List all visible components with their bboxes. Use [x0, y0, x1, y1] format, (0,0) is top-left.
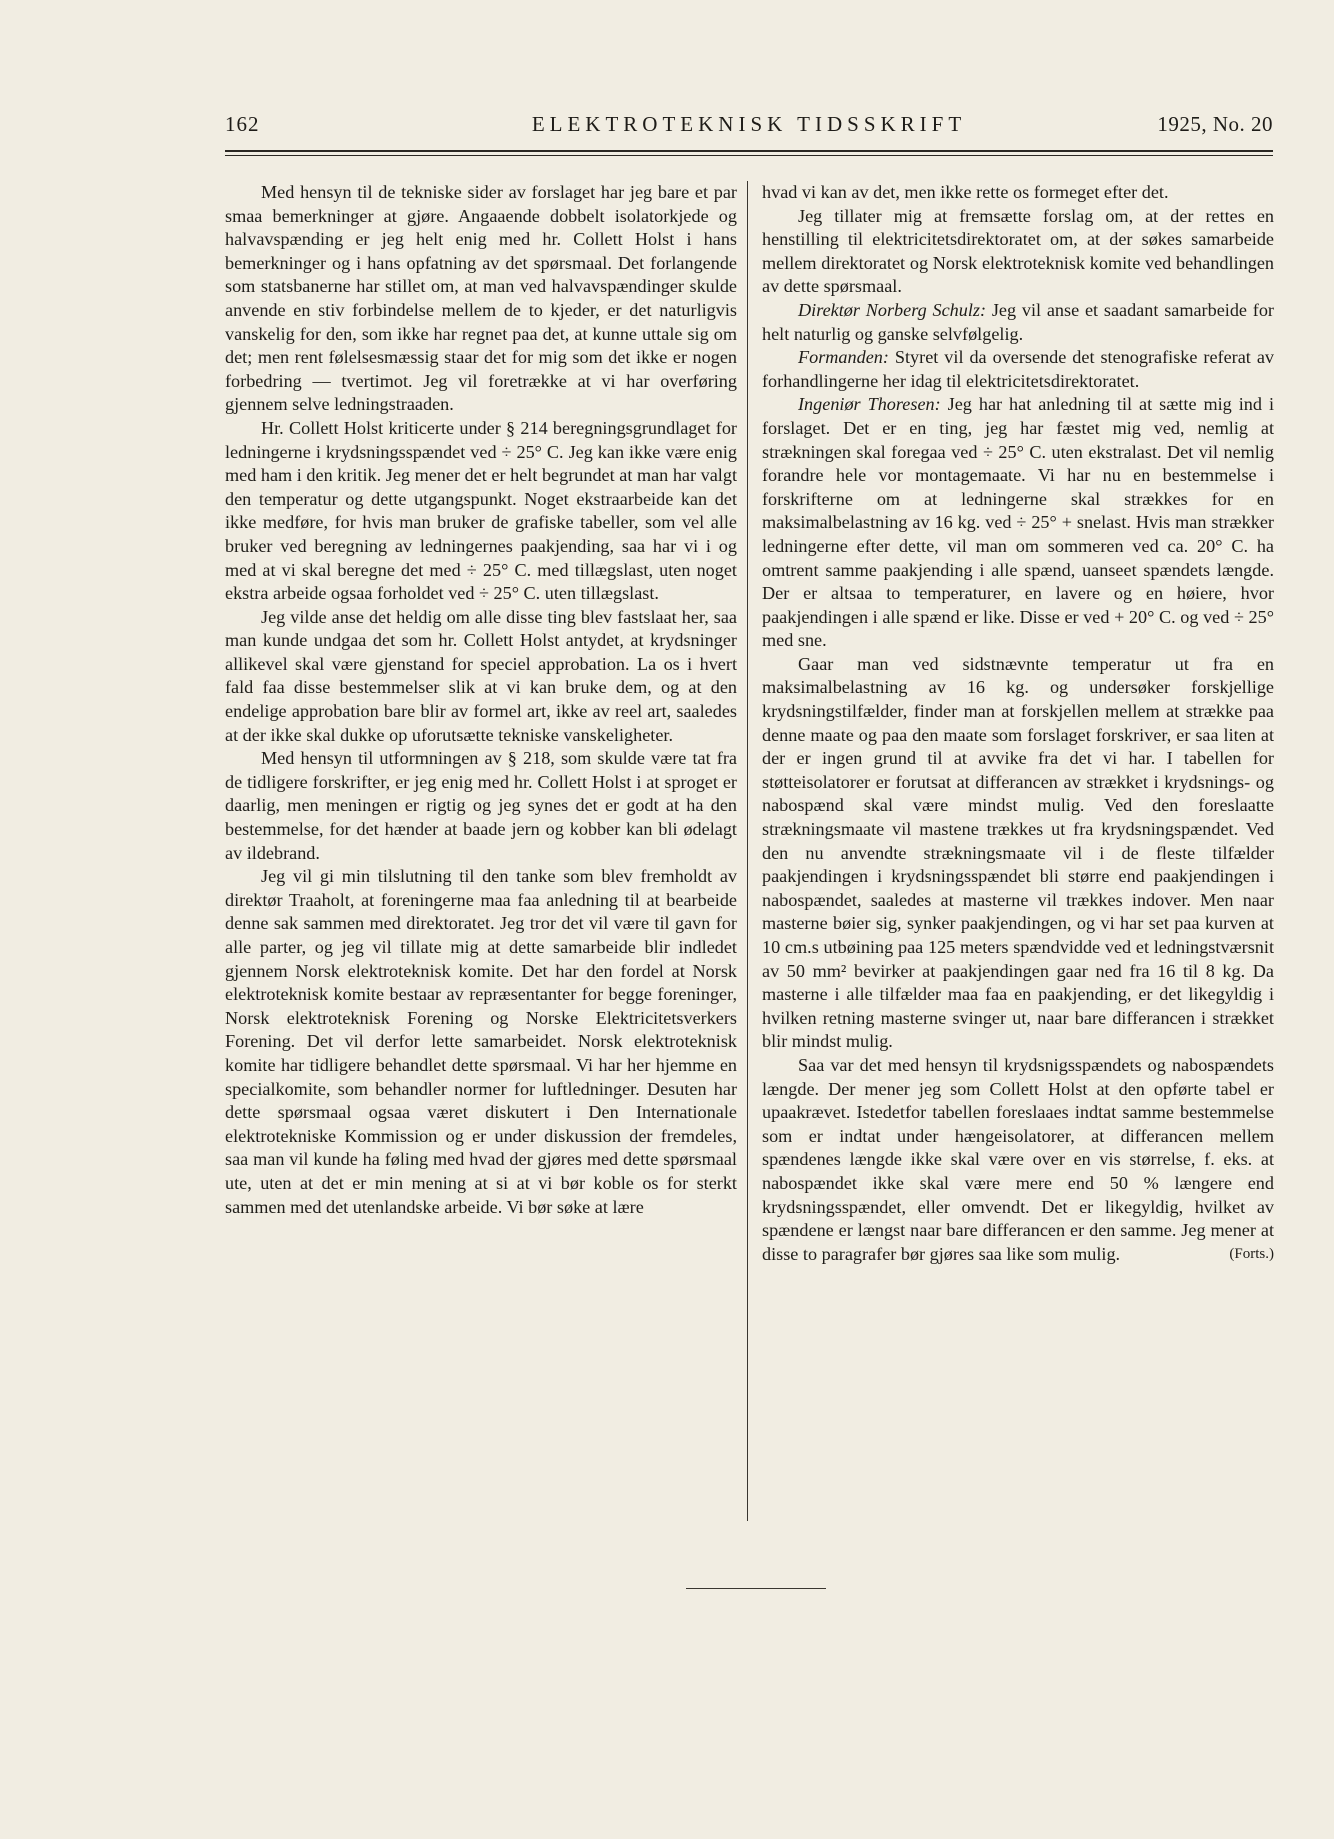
paragraph: Jeg vil gi min tilslutning til den tanke som blev fremholdt av direktør Traaholt, at foreningerne maa faa anledning til at bearbeide denne sak sammen med direktoratet. Jeg tror det vil være til gavn for alle parter, og jeg vil tillate mig at dette samarbeide blir indledet gjennem Norsk elektroteknisk komite. Det har den fordel at Norsk elektroteknisk komite bestaar av repræsentanter for begge foreninger, Norsk elektroteknisk Forening og Norske Elektricitetsverkers Forening. Det vil derfor lette samarbeidet. Norsk elektroteknisk komite har tidligere behandlet dette spørsmaal. Vi har her hjemme en specialkomite, som behandler normer for luftledninger. Desuten har dette spørsmaal ogsaa været diskutert i Den Internationale elektrotekniske Kommission og er under diskussion der fremdeles, saa man vil kunde ha føling med hvad der gjøres med dette spørsmaal ute, uten at det er min mening at si at vi bør koble os for sterkt sammen med det utenlandske arbeide. Vi bør søke at lære — [225, 866, 737, 1217]
paragraph: Gaar man ved sidstnævnte temperatur ut fra en maksimalbelastning av 16 kg. og undersøker forskjellige krydsningstilfælder, finder man at forskjellen mellem at strække paa denne maate og paa den maate som forslaget forskriver, er saa liten at der er ingen grund til at avvike fra det vi har. I tabellen for støtteisolatorer er forutsat at differancen av strækket i krydsnings- og nabospænd skal være mindst mulig. Ved den foreslaatte strækningsmaate vil mastene trækkes ut fra krydsningspændet. Ved den nu anvendte strækningsmaate vil i de fleste tilfælder paakjendingen i krydsningsspændet bli større end paakjendingen i nabospændet, saaledes at masterne vil trækkes indover. Men naar masterne bøier sig, synker paakjendingen, og vi har set paa kurven at 10 cm.s utbøining paa 125 meters spændvidde ved et ledningstværsnit av 50 mm² bevirker at paakjendingen gaar ned fra 16 til 8 kg. Da masterne i alle tilfælder maa faa en paakjending, er det likegyldig i hvilken retning masterne svinger ut, naar bare differancen i strækket blir mindst mulig. — [762, 653, 1274, 1052]
paragraph — [762, 346, 1274, 393]
speaker-name: Formanden: — [798, 347, 889, 368]
journal-title: ELEKTROTEKNISK TIDSSKRIFT — [531, 112, 967, 136]
speech-text: Jeg vil anse et saadant samarbeide for helt naturlig og ganske selvfølgelig. — [762, 299, 1274, 344]
paragraph: Med hensyn til de tekniske sider av forslaget har jeg bare et par smaa bemerkninger at gjøre. Angaaende dobbelt isolatorkjede og halvavspænding er jeg helt enig med hr. Collett Holst i hans bemerkninger og i hans opfatning av det spørsmaal. Det forlangende som statsbanerne har stillet om, at man ved halvavspændinger skulde anvende en stiv forbindelse mellem de to kjeder, er det naturligvis vanskelig for den, som ikke har regnet paa det, at kunne uttale sig om det; men rent følelsesmæssig staar det for mig som det ikke er nogen forbedring — tvertimot. Jeg vil foretrække at vi har overføring gjennem selve ledningstraaden. — [225, 182, 737, 415]
left-column — [225, 181, 737, 1219]
column-divider — [747, 181, 748, 1521]
speaker-name: Direktør Norberg Schulz: — [798, 299, 987, 320]
speech-text: Styret vil da oversende det stenografiske referat av forhandlingerne her idag til elektricitetsdirektoratet. — [762, 347, 1274, 391]
header-rule-thin — [225, 155, 1273, 156]
right-column — [762, 181, 1274, 1266]
paragraph: hvad vi kan av det, men ikke rette os formeget efter det. — [762, 182, 1169, 202]
paragraph: Med hensyn til utformningen av § 218, som skulde være tat fra de tidligere forskrifter, er jeg enig med hr. Collett Holst i at sproget er daarlig, men meningen er rigtig og jeg synes det er godt at ha den bestemmelse, for det hænder at baade jern og kobber kan bli ødelagt av ildebrand. — [225, 748, 737, 863]
paragraph — [762, 393, 1274, 653]
paragraph: Jeg vilde anse det heldig om alle disse ting blev fastslaat her, saa man kunde undgaa det som hr. Collett Holst antydet, at krydsninger allikevel skal være gjenstand for speciel approbation. La os i hvert fald faa disse bestemmelser slik at vi kan bruke dem, og at den endelige approbation bare blir av formel art, ikke av reel art, saaledes at der ikke skal dukke op uforutsætte tekniske vanskeligheter. — [225, 606, 737, 745]
continued-note: (Forts.) — [1229, 1245, 1274, 1262]
header-rule-thick — [225, 150, 1273, 152]
paragraph: Jeg tillater mig at fremsætte forslag om, at der rettes en henstilling til elektricitetsdirektoratet om, at der søkes samarbeide mellem direktoratet og Norsk elektroteknisk komite ved behandlingen av dette spørsmaal. — [762, 205, 1274, 297]
end-rule — [686, 1588, 826, 1589]
issue-number: 1925, No. 20 — [1157, 112, 1273, 136]
paragraph: Hr. Collett Holst kriticerte under § 214 beregningsgrundlaget for ledningerne i krydsningsspændet ved ÷ 25° C. Jeg kan ikke være enig med ham i den kritik. Jeg mener det er helt begrundet at man har valgt den temperatur og dette utgangspunkt. Noget ekstraarbeide kan det ikke medføre, for hvis man bruker de grafiske tabeller, som vel alle bruker ved beregning av ledningernes paakjending, saa har vi i og med at vi skal beregne det med ÷ 25° C. med tillægslast, uten noget ekstra arbeide ogsaa forholdet ved ÷ 25° C. uten tillægslast. — [225, 417, 737, 604]
speaker-name: Ingeniør Thoresen: — [798, 394, 941, 415]
paragraph-text: Saa var det med hensyn til krydsnigsspændets og nabospændets længde. Der mener jeg som Collett Holst at den opførte tabel er upaakrævet. Istedetfor tabellen foreslaaes indtat samme bestemmelse som er indtat under hængeisolatorer, at differancen mellem spændenes længde ikke skal være over en vis størrelse, f. eks. at nabospændet ikke skal være mere end 50 % længere end krydsningsspændet, eller omvendt. Det er likegyldig, hvilket av spændene er længst naar bare differancen er den samme. Jeg mener at disse to paragrafer bør gjøres saa like som mulig. — [762, 1054, 1274, 1264]
speech-text: Jeg har hat anledning til at sætte mig ind i forslaget. Det er en ting, jeg har fæstet mig ved, nemlig at strækningen skal foregaa ved ÷ 25° C. uten ekstralast. Det vil nemlig forandre hele vor montagemaate. Vi har nu en bestemmelse i forskrifterne om at ledningerne skal strækkes for en maksimalbelastning av 16 kg. ved ÷ 25° + snelast. Hvis man strækker ledningerne efter dette, vil man om sommeren ved ca. 20° C. ha omtrent samme paakjending i alle spænd, uanseet spændets længde. Der er altsaa to temperaturer, en lavere og en høiere, hvor paakjendingen i alle spænd er like. Disse er ved + 20° C. og ved ÷ 25° med sne. — [762, 394, 1274, 651]
paragraph — [762, 1054, 1274, 1266]
running-header — [225, 112, 1273, 146]
paragraph — [762, 299, 1274, 346]
page-number: 162 — [225, 112, 260, 136]
